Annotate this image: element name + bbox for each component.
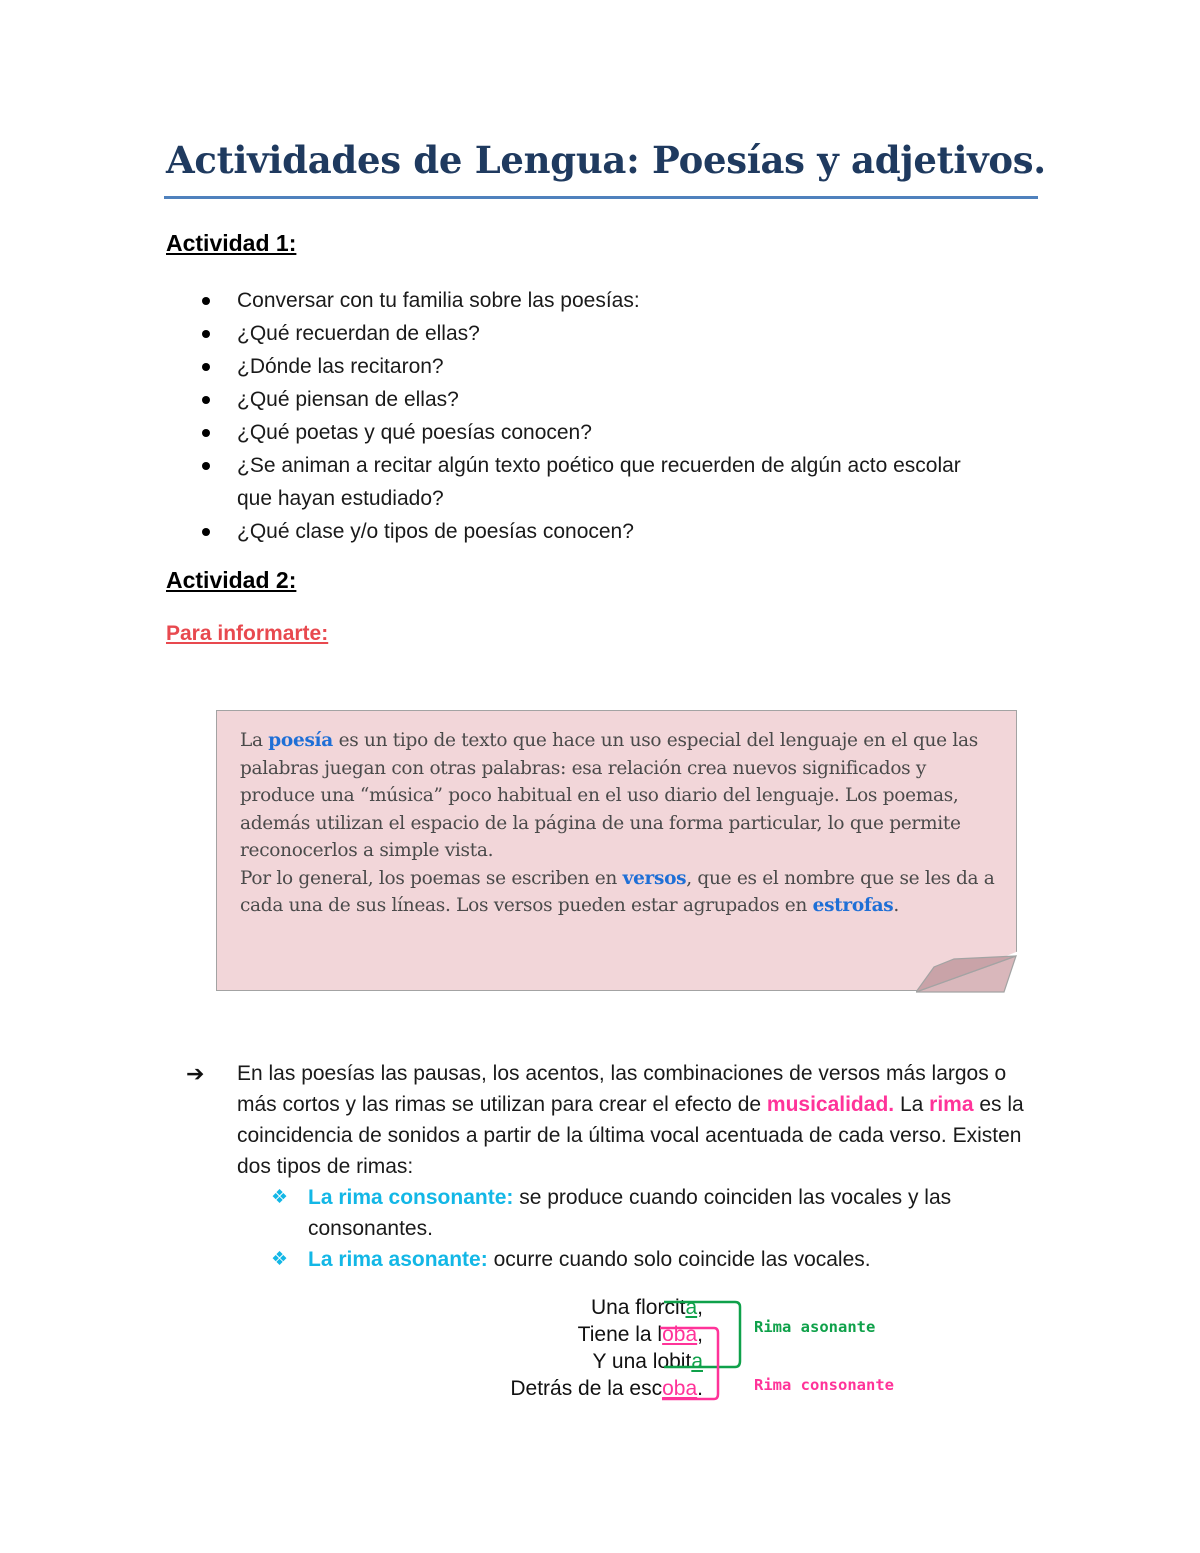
bullet-icon xyxy=(202,528,210,536)
rhyme-explanation: En las poesías las pausas, los acentos, las combinaciones de versos más largos o más cortos y las rimas se utilizan para crear el efecto de musicalidad. La rima es la coincidencia de sonidos a partir de la última vocal acentuada de cada verso. Existen dos tipos de rimas: xyxy=(237,1062,1024,1178)
list-item: ¿Se animan a recitar algún texto poético que recuerden de algún acto escolar que hayan estudiado? xyxy=(0,449,997,515)
bullet-icon xyxy=(202,297,210,305)
activity-1-heading: Actividad 1: xyxy=(166,230,297,256)
four-diamond-icon: ❖ xyxy=(271,1249,289,1270)
bullet-icon xyxy=(202,396,210,404)
info-note-text: La poesía es un tipo de texto que hace un uso especial del lenguaje en el que las palabras juegan con otras palabras: esa relación crea nuevos significados y produce una “música” poco habitual en el uso diario del lenguaje. Los poemas, además utilizan el espacio de la página de una forma particular, lo que permite reconocerlos a simple vista. Por lo general, los poemas se escriben en versos, que es el nombre que se les da a cada una de sus líneas. Los versos pueden estar agrupados en estrofas. xyxy=(240,730,995,916)
keyword-estrofas: estrofas xyxy=(812,895,894,916)
rhyme-type-asonante: La rima asonante: ocurre cuando solo coincide las vocales. xyxy=(308,1248,871,1271)
activity-2-heading: Actividad 2: xyxy=(166,567,297,593)
right-arrow-icon: ➔ xyxy=(186,1061,205,1086)
poem-line: Y una lobita xyxy=(592,1350,703,1373)
poem-line: Detrás de la escoba. xyxy=(510,1377,703,1400)
bullet-icon xyxy=(202,429,210,437)
info-label: Para informarte: xyxy=(166,622,329,645)
page-title: Actividades de Lengua: Poesías y adjetivos. xyxy=(166,138,1046,182)
list-item: Conversar con tu familia sobre las poesías: xyxy=(0,284,997,317)
keyword-poesia: poesía xyxy=(268,730,333,751)
bullet-icon xyxy=(202,462,210,470)
keyword-versos: versos xyxy=(622,867,687,889)
rhyme-type-consonante: La rima consonante: se produce cuando coinciden las vocales y las consonantes. xyxy=(308,1186,952,1240)
keyword-musicalidad: musicalidad. xyxy=(766,1093,895,1116)
bullet-icon xyxy=(202,330,210,338)
list-item: ¿Qué clase y/o tipos de poesías conocen? xyxy=(0,515,997,548)
four-diamond-icon: ❖ xyxy=(271,1187,289,1208)
rima-asonante-label: Rima asonante xyxy=(754,1318,876,1336)
poem-line: Tiene la loba, xyxy=(577,1323,703,1346)
list-item: ¿Qué piensan de ellas? xyxy=(0,383,997,416)
activity-1-question-list xyxy=(0,284,997,548)
page-curl-icon xyxy=(916,955,1018,993)
bullet-icon xyxy=(202,363,210,371)
rima-consonante-label: Rima consonante xyxy=(754,1376,894,1394)
list-item: ¿Qué recuerdan de ellas? xyxy=(0,317,997,350)
keyword-rima: rima xyxy=(929,1093,974,1116)
list-item: ¿Dónde las recitaron? xyxy=(0,350,997,383)
poem-example xyxy=(440,1294,703,1402)
list-item: ¿Qué poetas y qué poesías conocen? xyxy=(0,416,997,449)
title-divider xyxy=(164,196,1038,199)
poem-line: Una florcita, xyxy=(590,1296,703,1319)
